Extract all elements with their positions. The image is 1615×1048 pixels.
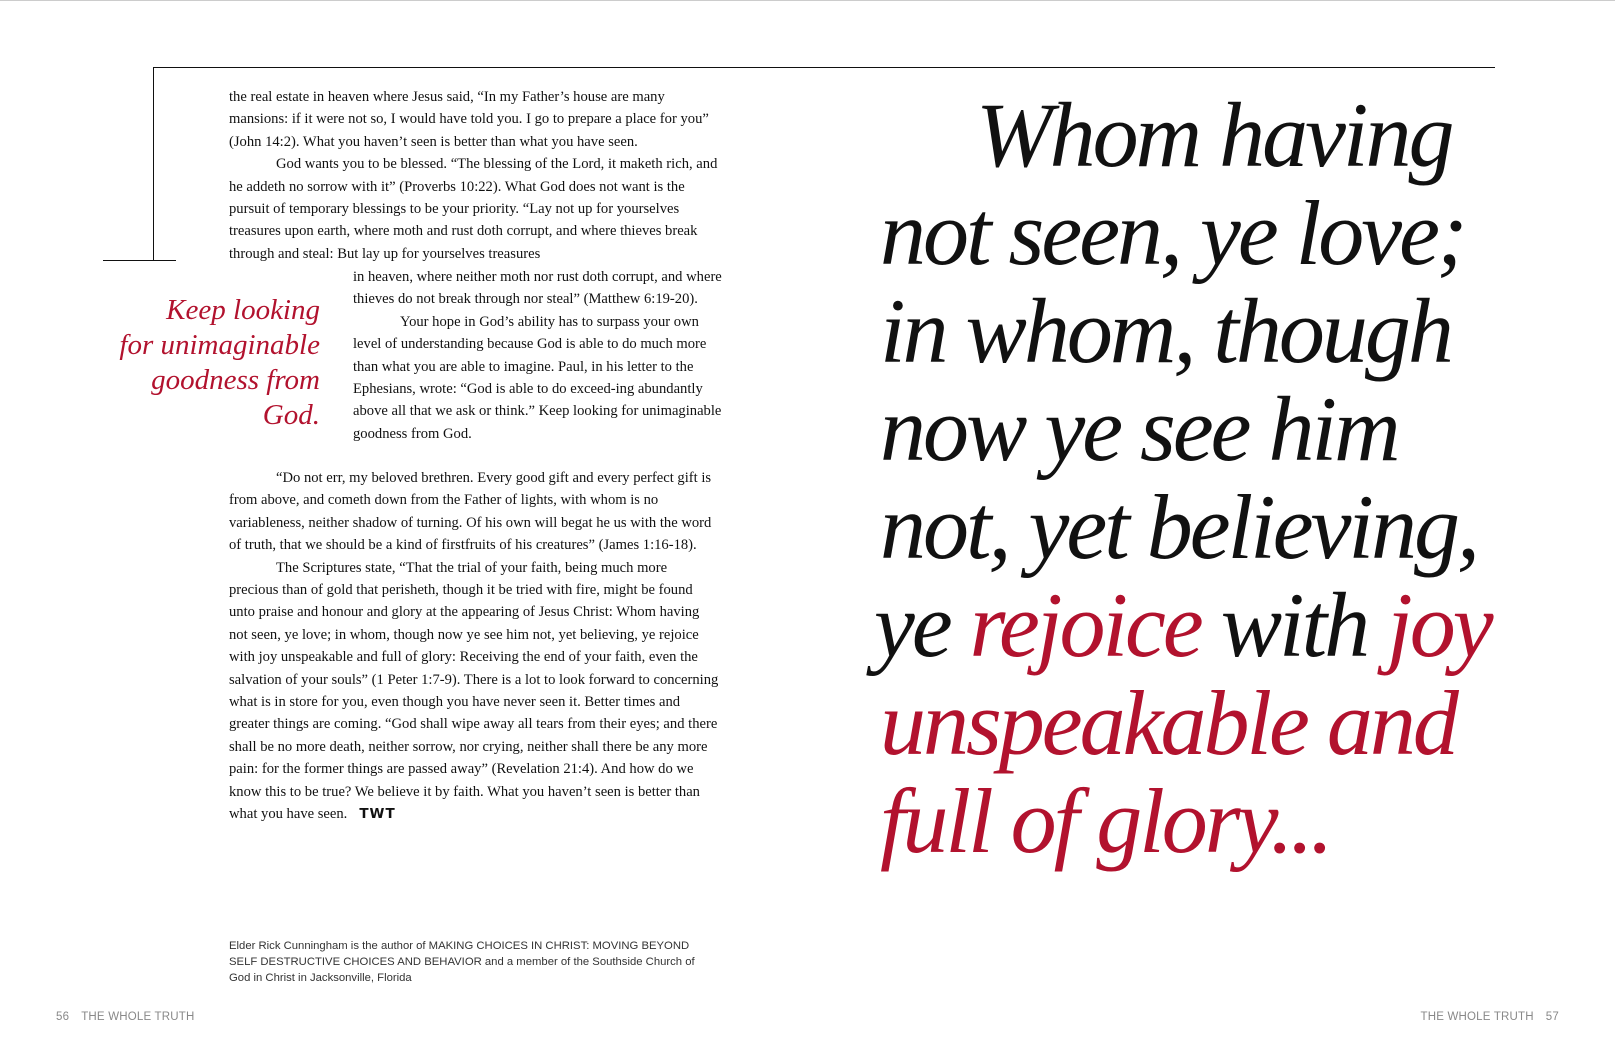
left-rule	[153, 67, 154, 260]
page-top-border	[0, 0, 1615, 1]
page-number: 56	[56, 1011, 70, 1023]
quote-line	[880, 184, 1580, 282]
paragraph: The Scriptures state, “That the trial of your faith, being much more precious than of gold that perisheth, though it be tried with fire, might be found unto praise and honour and glory at the appearing of Jesus Christ: Whom having not seen, ye love; in whom, though now ye see him not, yet believing, ye rejoice with joy unspeakable and full of glory: Receiving the end of your faith, even the salvation of your souls” (1 Peter 1:7-9). There is a lot to look forward to concerning what is in store for you, even though you have never seen it. Better times and greater things are coming. “God shall wipe away all tears from their eyes; and there shall be no more death, neither sorrow, nor crying, neither shall there be any more pain: for the former things are passed away” (Revelation 21:4). And how do we know this to be true? We believe it by faith. What you haven’t seen is better than what you have seen. TWT	[229, 559, 719, 823]
pull-quote-line: Keep looking	[166, 294, 320, 326]
body-column-narrow	[353, 266, 723, 445]
folio-left	[44, 1011, 195, 1023]
quote-line	[880, 772, 1580, 870]
quote-text: in whom, though	[880, 280, 1451, 382]
quote-text: now ye see him	[880, 378, 1398, 480]
quote-accent-text: full of glory...	[880, 770, 1331, 872]
quote-line	[880, 282, 1580, 380]
paragraph: the real estate in heaven where Jesus said, “In my Father’s house are many mansions: if it were not so, I would have told you. I go to prepare a place for you” (John 14:2). What you haven’t seen is better than what you have seen.	[229, 89, 709, 150]
quote-line	[880, 674, 1580, 772]
quote-accent-text: unspeakable and	[880, 672, 1456, 774]
quote-accent-text: rejoice	[969, 574, 1201, 676]
paragraph: “Do not err, my beloved brethren. Every good gift and every perfect gift is from above, and cometh down from the Father of lights, with whom is no variableness, neither shadow of turning. Of his own will begat he us with the word of truth, that we should be a kind of firstfruits of his creatures” (James 1:16-18).	[229, 470, 712, 554]
pull-quote-line: for unimaginable	[119, 329, 320, 361]
page-number: 57	[1545, 1011, 1559, 1023]
author-bio-line: God in Christ in Jacksonville, Florida	[229, 972, 412, 984]
folio-right	[1420, 1011, 1571, 1023]
quote-text: ye	[874, 574, 970, 676]
quote-text: with	[1200, 574, 1388, 676]
paragraph: in heaven, where neither moth nor rust doth corrupt, and where thieves do not break through nor steal” (Matthew 6:19-20).	[353, 269, 722, 308]
quote-text: not, yet believing,	[880, 476, 1477, 578]
quote-text: Whom having	[976, 84, 1452, 186]
quote-accent-text: joy	[1387, 574, 1491, 676]
top-rule	[153, 67, 1495, 68]
body-column-bottom	[229, 467, 719, 826]
magazine-title: THE WHOLE TRUTH	[1420, 1011, 1534, 1023]
end-mark: TWT	[359, 806, 396, 823]
body-column-top	[229, 86, 719, 265]
quote-line	[976, 86, 1580, 184]
author-bio	[229, 938, 729, 986]
paragraph: Your hope in God’s ability has to surpass your own level of understanding because God is able to do much more than what you are able to imagine. Paul, in his letter to the Ephesians, wrote: “God is able to do exceed-ing abundantly above all that we ask or think.” Keep looking for unimaginable goodness from God.	[353, 313, 722, 442]
quote-line	[874, 576, 1580, 674]
scripture-quote	[874, 84, 1580, 872]
quote-text: not seen, ye love;	[880, 182, 1465, 284]
magazine-title: THE WHOLE TRUTH	[81, 1011, 195, 1023]
rule-foot	[103, 260, 176, 261]
quote-line	[880, 478, 1580, 576]
pull-quote-line: God.	[262, 399, 320, 431]
author-bio-line: Elder Rick Cunningham is the author of MAKING CHOICES IN CHRIST: MOVING BEYOND	[229, 940, 690, 952]
paragraph: God wants you to be blessed. “The blessing of the Lord, it maketh rich, and he addeth no sorrow with it” (Proverbs 10:22). What God does not want is the pursuit of temporary blessings to be your priority. “Lay not up for yourselves treasures upon earth, where moth and rust doth corrupt, and where thieves break through and steal: But lay up for yourselves treasures	[229, 156, 718, 262]
quote-line	[880, 380, 1580, 478]
pull-quote	[90, 293, 320, 433]
author-bio-line: SELF DESTRUCTIVE CHOICES AND BEHAVIOR and a member of the Southside Church of	[229, 956, 695, 968]
pull-quote-line: goodness from	[151, 364, 320, 396]
